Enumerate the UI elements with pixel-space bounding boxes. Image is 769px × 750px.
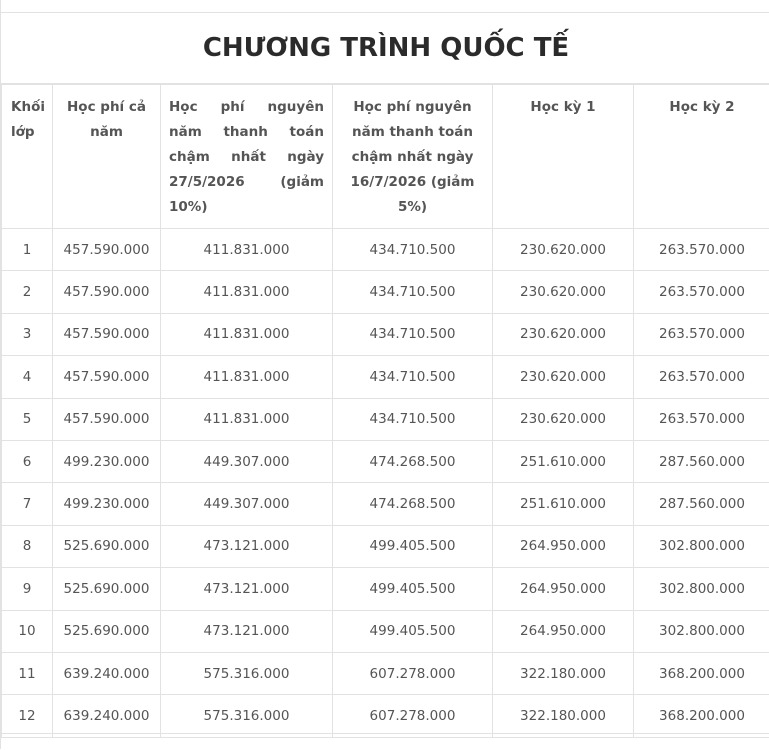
cell-pay-5: 474.268.500: [333, 440, 493, 482]
table-row: [2, 610, 769, 652]
header-pay-10: Học phí nguyên năm thanh toán chậm nhất ngày 27/5/2026 (giảm 10%): [161, 85, 333, 229]
cell-semester-1: 264.950.000: [493, 610, 634, 652]
table-bottom-border: [1, 733, 769, 750]
cell-pay-10: 411.831.000: [161, 229, 333, 271]
cell-annual-fee: 457.590.000: [53, 229, 161, 271]
table-row: [2, 313, 769, 355]
cell-grade: 5: [2, 398, 53, 440]
table-row: [2, 398, 769, 440]
table-row: [2, 483, 769, 525]
cell-semester-1: 230.620.000: [493, 313, 634, 355]
cell-annual-fee: 457.590.000: [53, 271, 161, 313]
cell-semester-2: 287.560.000: [634, 440, 769, 482]
cell-semester-1: 251.610.000: [493, 440, 634, 482]
cell-pay-5: 434.710.500: [333, 313, 493, 355]
table-row: [2, 229, 769, 271]
header-annual-fee: Học phí cả năm: [53, 85, 161, 229]
cell-grade: 10: [2, 610, 53, 652]
cell-pay-10: 449.307.000: [161, 483, 333, 525]
cell-grade: 3: [2, 313, 53, 355]
cell-pay-5: 499.405.500: [333, 525, 493, 567]
tuition-table: [1, 84, 769, 738]
table-row: [2, 525, 769, 567]
table-row: [2, 652, 769, 694]
cell-grade: 9: [2, 568, 53, 610]
cell-semester-1: 251.610.000: [493, 483, 634, 525]
cell-annual-fee: 525.690.000: [53, 610, 161, 652]
cell-pay-10: 473.121.000: [161, 525, 333, 567]
header-semester-1: Học kỳ 1: [493, 85, 634, 229]
header-row: [2, 85, 769, 229]
cell-semester-1: 230.620.000: [493, 271, 634, 313]
cell-semester-1: 230.620.000: [493, 398, 634, 440]
cell-semester-2: 263.570.000: [634, 271, 769, 313]
table-row: [2, 356, 769, 398]
cell-semester-2: 302.800.000: [634, 525, 769, 567]
cell-semester-2: 302.800.000: [634, 610, 769, 652]
cell-pay-5: 607.278.000: [333, 652, 493, 694]
table-row: [2, 440, 769, 482]
cell-semester-2: 287.560.000: [634, 483, 769, 525]
cell-annual-fee: 457.590.000: [53, 398, 161, 440]
cell-grade: 2: [2, 271, 53, 313]
cell-annual-fee: 499.230.000: [53, 483, 161, 525]
cell-annual-fee: 525.690.000: [53, 525, 161, 567]
cell-pay-5: 499.405.500: [333, 568, 493, 610]
cell-annual-fee: 457.590.000: [53, 356, 161, 398]
page-title: CHƯƠNG TRÌNH QUỐC TẾ: [203, 33, 569, 63]
table-row: [2, 271, 769, 313]
cell-pay-5: 474.268.500: [333, 483, 493, 525]
cell-grade: 8: [2, 525, 53, 567]
cell-annual-fee: 639.240.000: [53, 695, 161, 737]
cell-pay-5: 434.710.500: [333, 398, 493, 440]
cell-pay-5: 434.710.500: [333, 271, 493, 313]
cell-annual-fee: 525.690.000: [53, 568, 161, 610]
cell-semester-2: 368.200.000: [634, 652, 769, 694]
cell-pay-10: 473.121.000: [161, 568, 333, 610]
header-pay-5: Học phí nguyên năm thanh toán chậm nhất ngày 16/7/2026 (giảm 5%): [333, 85, 493, 229]
cell-annual-fee: 457.590.000: [53, 313, 161, 355]
cell-pay-10: 411.831.000: [161, 398, 333, 440]
cell-pay-10: 411.831.000: [161, 356, 333, 398]
cell-semester-2: 368.200.000: [634, 695, 769, 737]
cell-semester-1: 230.620.000: [493, 229, 634, 271]
table-row: [2, 695, 769, 737]
cell-pay-10: 411.831.000: [161, 271, 333, 313]
cell-grade: 1: [2, 229, 53, 271]
cell-semester-1: 322.180.000: [493, 652, 634, 694]
cell-pay-10: 575.316.000: [161, 652, 333, 694]
title-row: [1, 12, 769, 84]
cell-semester-1: 230.620.000: [493, 356, 634, 398]
cell-pay-5: 434.710.500: [333, 229, 493, 271]
cell-pay-5: 607.278.000: [333, 695, 493, 737]
cell-pay-10: 449.307.000: [161, 440, 333, 482]
table-row: [2, 568, 769, 610]
cell-grade: 4: [2, 356, 53, 398]
cell-semester-2: 263.570.000: [634, 398, 769, 440]
cell-semester-2: 263.570.000: [634, 313, 769, 355]
cell-semester-2: 302.800.000: [634, 568, 769, 610]
header-grade: Khối lớp: [2, 85, 53, 229]
cell-grade: 12: [2, 695, 53, 737]
cell-annual-fee: 639.240.000: [53, 652, 161, 694]
cell-pay-5: 434.710.500: [333, 356, 493, 398]
header-semester-2: Học kỳ 2: [634, 85, 769, 229]
cell-semester-1: 264.950.000: [493, 525, 634, 567]
cell-grade: 7: [2, 483, 53, 525]
cell-annual-fee: 499.230.000: [53, 440, 161, 482]
cell-grade: 6: [2, 440, 53, 482]
cell-pay-10: 473.121.000: [161, 610, 333, 652]
cell-pay-10: 575.316.000: [161, 695, 333, 737]
cell-pay-5: 499.405.500: [333, 610, 493, 652]
cell-semester-2: 263.570.000: [634, 356, 769, 398]
cell-semester-1: 322.180.000: [493, 695, 634, 737]
cell-pay-10: 411.831.000: [161, 313, 333, 355]
cell-grade: 11: [2, 652, 53, 694]
cell-semester-2: 263.570.000: [634, 229, 769, 271]
cell-semester-1: 264.950.000: [493, 568, 634, 610]
